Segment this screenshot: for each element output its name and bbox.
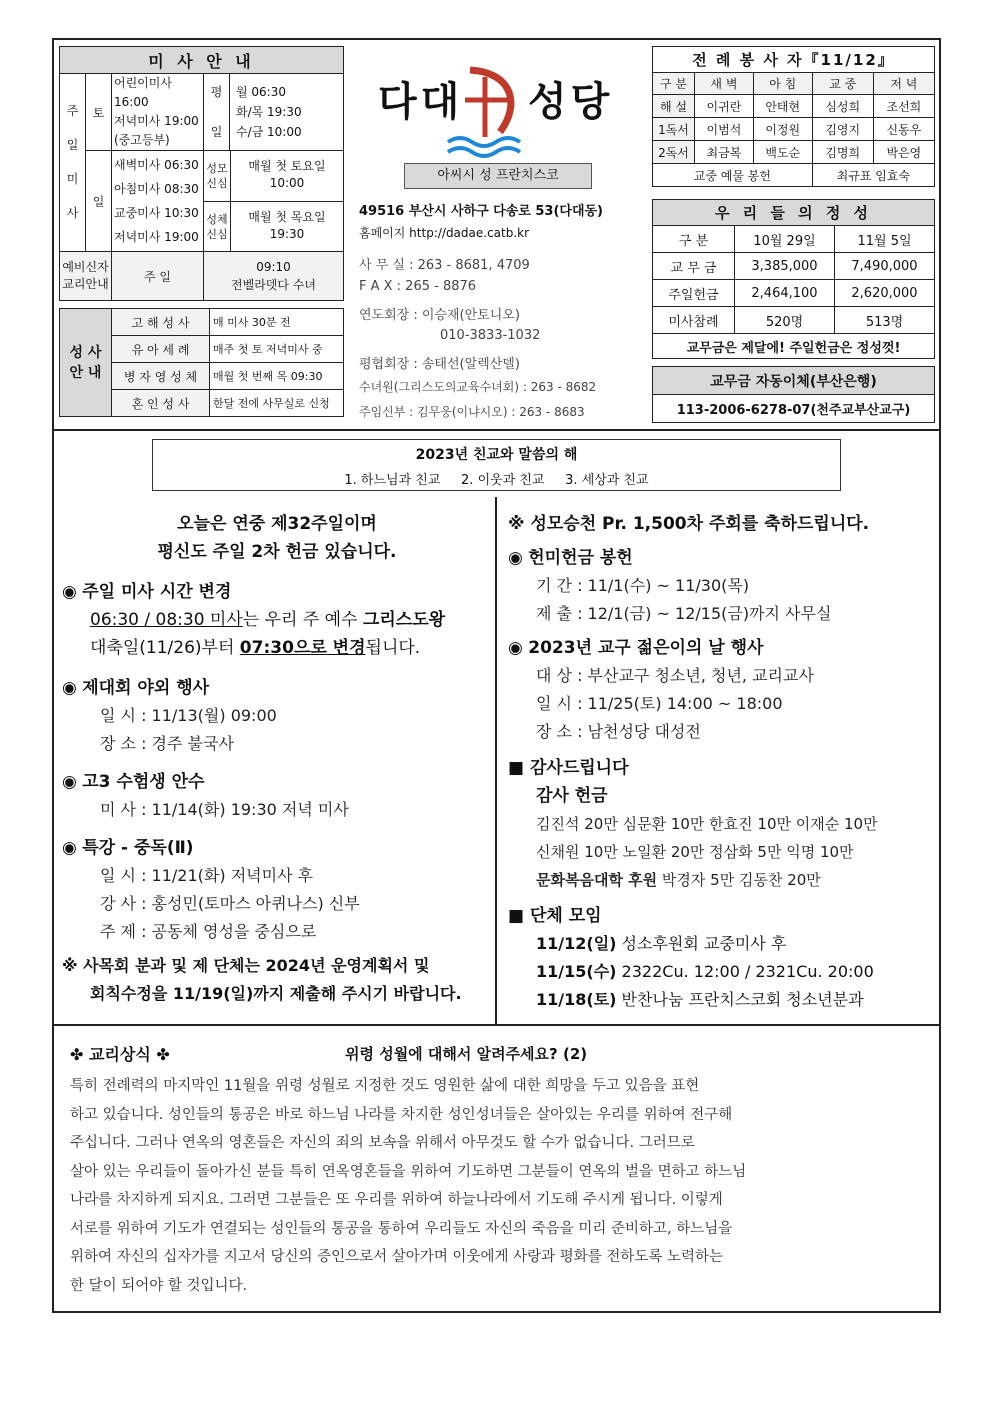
holy-mother-label: 성모 신심: [206, 162, 228, 190]
intro-line-2: 평신도 주일 2차 헌금 있습니다.: [157, 542, 397, 562]
bullet-icon: ◉: [62, 838, 77, 858]
divider-col: [495, 497, 497, 1025]
mass-table: [59, 46, 344, 301]
notice-mass-time-body-2: 대축일(11/26)부터 07:30으로 변경됩니다.: [90, 638, 421, 658]
servers-table: [652, 46, 935, 187]
council-phone: 010-3833-1032: [440, 328, 541, 343]
autopay-title: 교무금 자동이체(부산은행): [653, 367, 935, 395]
left-column: [62, 510, 492, 1008]
patron-box: 아씨시 성 프란치스코: [404, 163, 592, 189]
notice-altar-event: ◉ 제대회 야외 행사: [62, 678, 210, 698]
notice-rice-offering: ◉ 헌미헌금 봉헌: [508, 548, 633, 568]
note-line-1: ※ 사목회 분과 및 제 단체는 2024년 운영계획서 및: [62, 956, 430, 975]
finance-col: 10월 29일: [735, 226, 835, 253]
finance-table: [652, 199, 935, 359]
sacrament-info: 한달 전에 사무실로 신청: [210, 390, 344, 417]
holy-body-time: 매월 첫 목요일 19:30: [230, 202, 343, 251]
notice-mass-time: ◉ 주일 미사 시간 변경: [62, 582, 232, 602]
parish-office: 사 무 실 : 263 - 8681, 4709: [359, 258, 530, 273]
sunday-mass-label: 주 일 미 사: [60, 74, 86, 252]
sunday-masses: 새벽미사 06:30 아침미사 08:30 교중미사 10:30 저녁미사 19:00: [112, 151, 204, 252]
right-column: [508, 510, 936, 1014]
servers-row-label: 2독서: [653, 141, 695, 164]
saturday-masses: 어린이미사 16:00 저녁미사 19:00 (중고등부): [112, 74, 204, 151]
servers-row-label: 해 설: [653, 95, 695, 118]
finance-cell: 513명: [835, 307, 935, 334]
notice-lecture: ◉ 특강 - 중독(Ⅱ): [62, 838, 194, 858]
servers-cell: 김명희: [812, 141, 873, 164]
servers-cell: 박은영: [873, 141, 934, 164]
parish-fax: F A X : 265 - 8876: [359, 279, 477, 294]
intro-line-1: 오늘은 연중 제32주일이며: [177, 514, 377, 534]
cross-boat-logo: [440, 62, 540, 162]
catechism-label: ✤ 교리상식 ✤: [70, 1045, 170, 1064]
youth-day-time: 일 시 : 11/25(토) 14:00 ~ 18:00: [536, 694, 783, 713]
offering-names: 최규표 임효숙: [812, 164, 934, 187]
sacrament-info: 매월 첫 번째 목 09:30: [210, 363, 344, 390]
sacrament-label: 성 사 안 내: [60, 309, 112, 417]
parish-address: 49516 부산시 사하구 다송로 53(다대동): [359, 204, 604, 219]
year-theme-items: 1. 하느님과 친교 2. 이웃과 친교 3. 세상과 친교: [344, 473, 649, 488]
lecture-time: 일 시 : 11/21(화) 저녁미사 후: [100, 866, 314, 885]
finance-col: 11월 5일: [835, 226, 935, 253]
youth-day-place: 장 소 : 남천성당 대성전: [536, 722, 701, 741]
catechumen-day: 주 일: [112, 252, 204, 301]
servers-row-label: 1독서: [653, 118, 695, 141]
pastor: 주임신부 : 김무웅(이냐시오) : 263 - 8683: [359, 405, 585, 419]
bullet-icon: ◉: [62, 772, 77, 792]
servers-col: 새 벽: [695, 73, 754, 95]
finance-row-label: 미사참례: [653, 307, 735, 334]
notice-youth-day: ◉ 2023년 교구 젊은이의 날 행사: [508, 638, 764, 658]
groups-title: ■ 단체 모임: [508, 906, 602, 926]
pastoral-president: 평협회장 : 송태선(알렉산델): [359, 357, 520, 372]
mass-title: 미 사 안 내: [60, 47, 344, 74]
altar-event-time: 일 시 : 11/13(월) 09:00: [100, 706, 277, 725]
notice-exam-blessing: ◉ 고3 수험생 안수: [62, 772, 205, 792]
finance-title: 우 리 들 의 정 성: [653, 200, 935, 226]
finance-cell: 3,385,000: [735, 253, 835, 280]
servers-col: 구 분: [653, 73, 695, 95]
servers-cell: 백도순: [753, 141, 812, 164]
sacrament-name: 병 자 영 성 체: [112, 363, 210, 390]
servers-col: 아 침: [753, 73, 812, 95]
sacrament-info: 매주 첫 토 저녁미사 중: [210, 336, 344, 363]
servers-col: 저 녁: [873, 73, 934, 95]
servers-cell: 김영지: [812, 118, 873, 141]
finance-cell: 520명: [735, 307, 835, 334]
finance-cell: 2,620,000: [835, 280, 935, 307]
convent: 수녀원(그리스도의교육수녀회) : 263 - 8682: [359, 380, 597, 394]
sacrament-table: [59, 308, 344, 417]
sacrament-name: 고 해 성 사: [112, 309, 210, 336]
weekday-label: 평 일: [204, 74, 230, 151]
offering-label: 교중 예물 봉헌: [653, 164, 813, 187]
weekday-masses: 월 06:30 화/목 19:30 수/금 10:00: [230, 74, 344, 151]
servers-cell: 조선희: [873, 95, 934, 118]
bullet-icon: ◉: [62, 582, 77, 602]
finance-row-label: 교 무 금: [653, 253, 735, 280]
devotion-cell: [204, 151, 344, 252]
servers-col: 교 중: [812, 73, 873, 95]
altar-event-place: 장 소 : 경주 불국사: [100, 734, 234, 753]
youth-day-target: 대 상 : 부산교구 청소년, 청년, 교리교사: [536, 666, 814, 685]
saturday-label: 토: [86, 74, 112, 151]
rice-offering-submit: 제 출 : 12/1(금) ~ 12/15(금)까지 사무실: [536, 604, 832, 623]
council-president: 연도회장 : 이승재(안토니오): [359, 308, 520, 323]
congrats-line: ※ 성모승천 Pr. 1,500차 주회를 축하드립니다.: [508, 514, 870, 534]
finance-cell: 7,490,000: [835, 253, 935, 280]
catechism-body: 특히 전례력의 마지막인 11월을 위령 성월로 지정한 것도 영원한 삶에 대한 희망을 두고 있음을 표현 하고 있습니다. 성인들의 통공은 바로 하느님 나라를 차지한 성인성녀들은 살아있는 우리를 위하여 전구해 주십니다. 그러나 연옥의 영혼들은 자신의 죄의 보속을 위해서 아무것도 할 수가 없습니다. 그러므로 살아 있는 우리들이 돌아가신 분들 특히 연옥영혼들을 위하여 기도하면 그분들이 연옥의 벌을 면하고 하느님 나라를 차지하게 되지요. 그러면 그분들은 또 우리를 위하여 하늘나라에서 기도해 주시게 됩니다. 이렇게 서로를 위하여 기도가 연결되는 성인들의 통공을 통하여 우리들도 자신의 죽음을 미리 준비하고, 하느님을 위하여 자신의 십자가를 지고서 당신의 증인으로서 살아가며 이웃에게 사랑과 평화를 전하도록 노력하는 한 달이 되어야 할 것입니다.: [70, 1078, 747, 1294]
exam-blessing-mass: 미 사 : 11/14(화) 19:30 저녁 미사: [100, 800, 349, 819]
servers-cell: 이정원: [753, 118, 812, 141]
notice-mass-time-body-1: 06:30 / 08:30 미사는 우리 주 예수 그리스도왕: [90, 610, 446, 630]
finance-note: 교무금은 제달에! 주일헌금은 정성껏!: [653, 334, 935, 359]
note-line-2: 회칙수정을 11/19(일)까지 제출해 주시기 바랍니다.: [90, 984, 462, 1003]
parish-name-left: 다대: [378, 79, 464, 125]
catechumen-time: 09:10 전벨라뎃다 수녀: [204, 252, 344, 301]
servers-cell: 이범석: [695, 118, 754, 141]
holy-body-label: 성체 신심: [206, 212, 228, 241]
servers-title: 전 례 봉 사 자『11/12』: [653, 47, 935, 73]
lecture-speaker: 강 사 : 홍성민(토마스 아퀴나스) 신부: [100, 894, 360, 913]
group-row: 11/18(토) 반찬나눔 프란치스코회 청소년분과: [536, 990, 864, 1009]
servers-cell: 안태현: [753, 95, 812, 118]
parish-homepage: 홈페이지 http://dadae.catb.kr: [359, 226, 530, 240]
sacrament-info: 매 미사 30분 전: [210, 309, 344, 336]
servers-cell: 이귀란: [695, 95, 754, 118]
finance-row-label: 주일헌금: [653, 280, 735, 307]
sacrament-name: 유 아 세 례: [112, 336, 210, 363]
finance-cell: 2,464,100: [735, 280, 835, 307]
thanks-title: ■ 감사드립니다: [508, 758, 629, 778]
servers-cell: 신동우: [873, 118, 934, 141]
rice-offering-period: 기 간 : 11/1(수) ~ 11/30(목): [536, 576, 750, 595]
bullet-icon: ◉: [508, 638, 523, 658]
bullet-icon: ◉: [62, 678, 77, 698]
divider-top: [52, 429, 941, 431]
sacrament-name: 혼 인 성 사: [112, 390, 210, 417]
thanks-line-1: 김진석 20만 심문환 10만 한효진 10만 이재순 10만: [536, 815, 878, 833]
autopay-table: [652, 366, 935, 423]
thanks-line-2: 신채원 10만 노일환 20만 정삼화 5만 익명 10만: [536, 843, 854, 861]
year-theme-title: 2023년 친교와 말씀의 해: [415, 447, 578, 463]
thanks-line-3: 문화복음대학 후원 박경자 5만 김동찬 20만: [536, 871, 821, 889]
holy-mother-time: 매월 첫 토요일 10:00: [230, 151, 343, 201]
catechism-question: 위령 성월에 대해서 알려주세요? (2): [345, 1045, 588, 1063]
group-row: 11/12(일) 성소후원회 교중미사 후: [536, 934, 787, 953]
group-row: 11/15(수) 2322Cu. 12:00 / 2321Cu. 20:00: [536, 962, 874, 981]
autopay-account: 113-2006-6278-07(천주교부산교구): [653, 395, 935, 423]
bullet-icon: ◉: [508, 548, 523, 568]
servers-cell: 심성희: [812, 95, 873, 118]
parish-name-right: 성당: [528, 79, 614, 125]
servers-cell: 최금복: [695, 141, 754, 164]
year-theme-box: [152, 439, 841, 491]
thanks-sub: 감사 헌금: [536, 786, 608, 806]
finance-col: 구 분: [653, 226, 735, 253]
catechumen-label: 예비신자 교리안내: [60, 252, 112, 301]
sunday-day-label: 일: [86, 151, 112, 252]
lecture-topic: 주 제 : 공동체 영성을 중심으로: [100, 922, 317, 941]
